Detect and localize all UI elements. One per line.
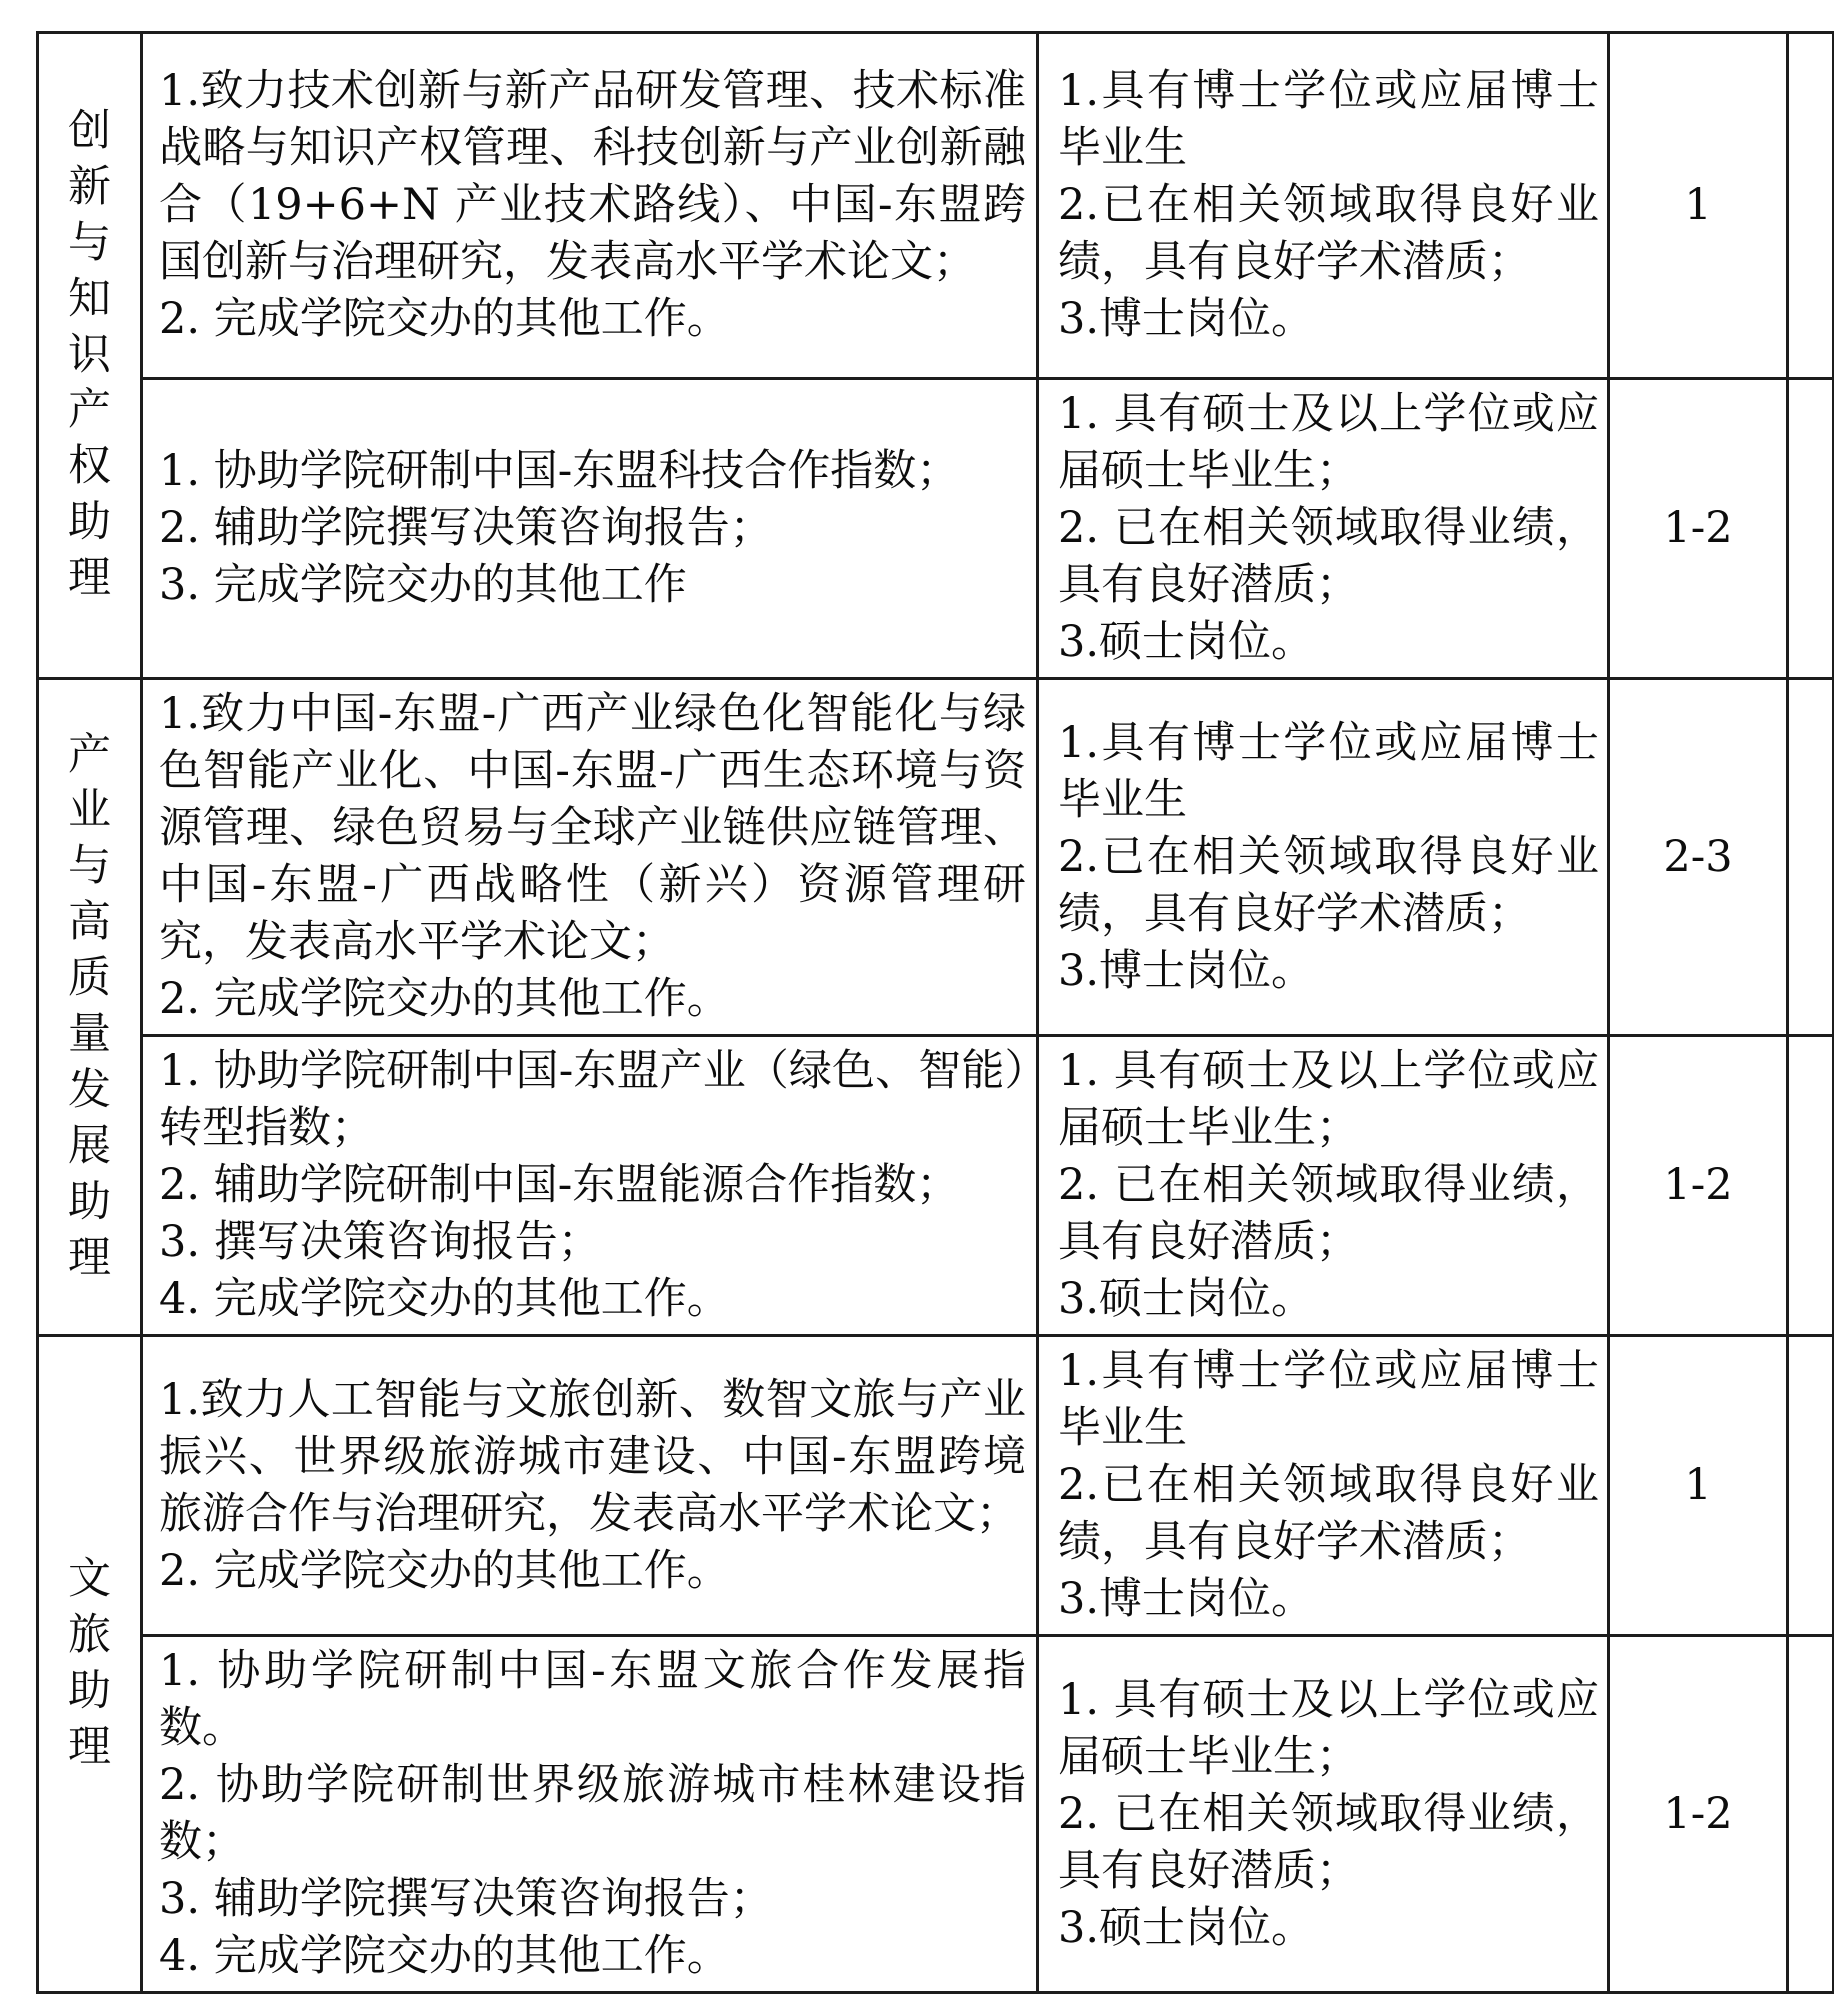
duties-cell — [142, 1336, 1038, 1636]
duty-item: 1.致力中国-东盟-广西产业绿色化智能化与绿色智能产业化、中国-东盟-广西生态环境与资源管理、绿色贸易与全球产业链供应链管理、中国-东盟-广西战略性（新兴）资源管理研究，发表高水平学术论文； — [159, 689, 1026, 967]
duty-item: 2. 完成学院交办的其他工作。 — [159, 294, 730, 344]
requirement-item: 2.已在相关领域取得良好业绩，具有良好学术潜质； — [1058, 180, 1599, 287]
requirement-item: 2. 已在相关领域取得业绩，具有良好潜质； — [1058, 1160, 1599, 1267]
requirement-item: 2.已在相关领域取得良好业绩，具有良好学术潜质； — [1058, 831, 1599, 939]
duty-item: 2. 完成学院交办的其他工作。 — [159, 974, 730, 1024]
headcount-value: 2-3 — [1663, 831, 1733, 882]
table-row — [38, 679, 1833, 1036]
requirement-item: 2. 已在相关领域取得业绩，具有良好潜质； — [1058, 503, 1599, 610]
duty-item: 1. 协助学院研制中国-东盟科技合作指数； — [159, 446, 960, 496]
headcount-cell — [1609, 1336, 1788, 1636]
requirements-cell — [1038, 679, 1609, 1036]
requirement-item: 3.硕士岗位。 — [1058, 617, 1315, 667]
requirement-item: 3.博士岗位。 — [1058, 945, 1315, 996]
headcount-cell — [1609, 1036, 1788, 1336]
duty-item: 2. 辅助学院研制中国-东盟能源合作指数； — [159, 1160, 960, 1210]
requirements-cell — [1038, 1336, 1609, 1636]
headcount-value: 1 — [1684, 1460, 1712, 1510]
requirement-item: 2. 已在相关领域取得业绩，具有良好潜质； — [1058, 1788, 1599, 1896]
headcount-cell — [1609, 1636, 1788, 1993]
requirement-item: 1. 具有硕士及以上学位或应届硕士毕业生； — [1058, 1674, 1599, 1782]
table-edge-sliver — [1788, 1036, 1833, 1336]
duty-item: 1. 协助学院研制中国-东盟文旅合作发展指数。 — [159, 1646, 1026, 1753]
requirements-cell — [1038, 33, 1609, 379]
duty-item: 3. 辅助学院撰写决策咨询报告； — [159, 1874, 773, 1924]
headcount-value: 1-2 — [1663, 1160, 1733, 1210]
position-label: 创新与知识产权助理 — [67, 105, 111, 604]
requirement-item: 1. 具有硕士及以上学位或应届硕士毕业生； — [1058, 1046, 1599, 1153]
headcount-value: 1-2 — [1663, 1788, 1733, 1839]
requirement-item: 3.硕士岗位。 — [1058, 1902, 1315, 1953]
requirements-cell — [1038, 1036, 1609, 1336]
table-edge-sliver — [1788, 679, 1833, 1036]
duty-item: 3. 撰写决策咨询报告； — [159, 1217, 601, 1267]
duties-cell — [142, 33, 1038, 379]
duty-item: 3. 完成学院交办的其他工作 — [159, 560, 687, 610]
duties-cell — [142, 1636, 1038, 1993]
duty-item: 1.致力技术创新与新产品研发管理、技术标准战略与知识产权管理、科技创新与产业创新融合（19+6+N 产业技术路线）、中国-东盟跨国创新与治理研究，发表高水平学术论文； — [159, 66, 1026, 287]
table-row — [38, 1036, 1833, 1336]
requirement-item: 3.硕士岗位。 — [1058, 1274, 1315, 1324]
headcount-value: 1-2 — [1663, 503, 1733, 553]
duties-cell — [142, 1036, 1038, 1336]
requirement-item: 1.具有博士学位或应届博士毕业生 — [1058, 717, 1599, 825]
requirement-item: 3.博士岗位。 — [1058, 1574, 1315, 1624]
table-row — [38, 1636, 1833, 1993]
position-cell-culture-tourism — [38, 1336, 142, 1993]
requirement-item: 1.具有博士学位或应届博士毕业生 — [1058, 66, 1599, 173]
table-row — [38, 379, 1833, 679]
position-label: 产业与高质量发展助理 — [67, 729, 111, 1283]
duty-item: 4. 完成学院交办的其他工作。 — [159, 1931, 730, 1981]
duty-item: 4. 完成学院交办的其他工作。 — [159, 1274, 730, 1324]
position-label: 文旅助理 — [67, 1554, 111, 1772]
position-cell-innovation-ip — [38, 33, 142, 679]
requirement-item: 2.已在相关领域取得良好业绩，具有良好学术潜质； — [1058, 1460, 1599, 1567]
requirements-cell — [1038, 1636, 1609, 1993]
duty-item: 2. 协助学院研制世界级旅游城市桂林建设指数； — [159, 1760, 1026, 1867]
table-row — [38, 33, 1833, 379]
headcount-cell — [1609, 33, 1788, 379]
duty-item: 2. 辅助学院撰写决策咨询报告； — [159, 503, 773, 553]
table-edge-sliver — [1788, 1636, 1833, 1993]
table-edge-sliver — [1788, 1336, 1833, 1636]
requirements-cell — [1038, 379, 1609, 679]
duty-item: 2. 完成学院交办的其他工作。 — [159, 1545, 730, 1596]
table-row — [38, 1336, 1833, 1636]
requirement-item: 1. 具有硕士及以上学位或应届硕士毕业生； — [1058, 389, 1599, 496]
headcount-cell — [1609, 379, 1788, 679]
duty-item: 1. 协助学院研制中国-东盟产业（绿色、智能）转型指数； — [159, 1046, 1026, 1153]
requirement-item: 3.博士岗位。 — [1058, 294, 1315, 344]
duties-cell — [142, 679, 1038, 1036]
headcount-cell — [1609, 679, 1788, 1036]
recruitment-table — [36, 31, 1834, 1994]
table-edge-sliver — [1788, 379, 1833, 679]
position-cell-industry-development — [38, 679, 142, 1336]
duties-cell — [142, 379, 1038, 679]
duty-item: 1.致力人工智能与文旅创新、数智文旅与产业振兴、世界级旅游城市建设、中国-东盟跨境旅游合作与治理研究，发表高水平学术论文； — [159, 1374, 1026, 1539]
table-edge-sliver — [1788, 33, 1833, 379]
requirement-item: 1.具有博士学位或应届博士毕业生 — [1058, 1346, 1599, 1453]
headcount-value: 1 — [1684, 180, 1712, 230]
